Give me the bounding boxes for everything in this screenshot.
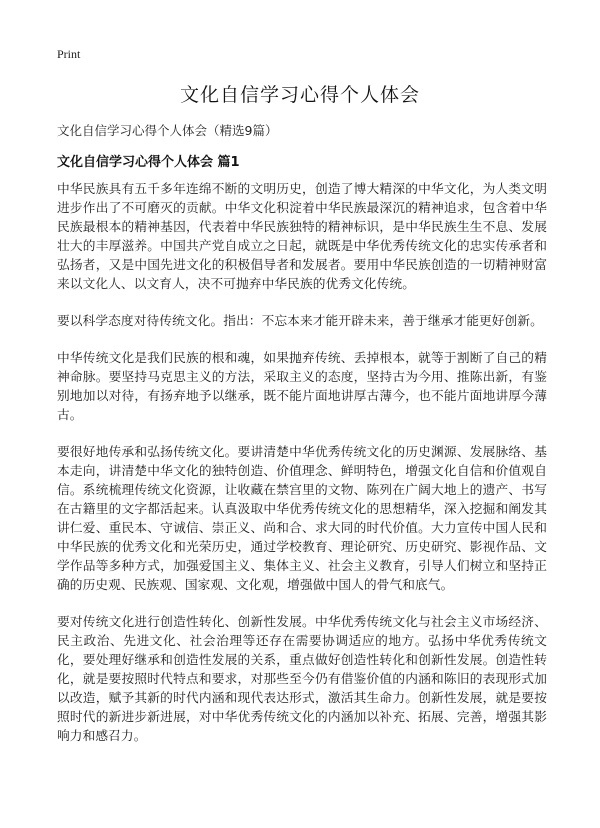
paragraph: 要很好地传承和弘扬传统文化。要讲清楚中华优秀传统文化的历史渊源、发展脉络、基本走向，讲清楚中华文化的独特创造、价值理念、鲜明特色，增强文化自信和价值观自信。系统梳理传统文化资源，让收藏在禁宫里的文物、陈列在广阔大地上的遗产、书写在古籍里的文字都活起来。认真汲取中华优秀传统文化的思想精华，深入挖掘和阐发其讲仁爱、重民本、守诚信、崇正义、尚和合、求大同的时代价值。大力宣传中国人民和中华民族的优秀文化和光荣历史，通过学校教育、理论研究、历史研究、影视作品、文学作品等多种方式，加强爱国主义、集体主义、社会主义教育，引导人们树立和坚持正确的历史观、民族观、国家观、文化观，增强做中国人的骨气和底气。 [57,444,547,592]
paragraph: 要以科学态度对待传统文化。指出：不忘本来才能开辟未来，善于继承才能更好创新。 [57,313,543,328]
article-body [57,179,547,763]
paragraph: 要对传统文化进行创造性转化、创新性发展。中华优秀传统文化与社会主义市场经济、民主政治、先进文化、社会治理等还存在需要协调适应的地方。弘扬中华优秀传统文化，要处理好继承和创造性发展的关系，重点做好创造性转化和创新性发展。创造性转化，就是要按照时代特点和要求，对那些至今仍有借鉴价值的内涵和陈旧的表现形式加以改造，赋予其新的时代内涵和现代表达形式，激活其生命力。创新性发展，就是要按照时代的新进步新进展，对中华优秀传统文化的内涵加以补充、拓展、完善，增强其影响力和感召力。 [57,614,547,743]
document-title: 文化自信学习心得个人体会 [179,84,420,106]
document-subtitle: 文化自信学习心得个人体会（精选9篇） [57,123,278,138]
paragraph: 中华传统文化是我们民族的根和魂，如果抛弃传统、丢掉根本，就等于割断了自己的精神命脉。要坚持马克思主义的方法，采取主义的态度，坚持古为今用、推陈出新，有鉴别地加以对待，有扬弃地予以继承，既不能片面地讲厚古薄今，也不能片面地讲厚今薄古。 [57,350,547,422]
print-link[interactable]: Print [57,47,81,61]
section-heading: 文化自信学习心得个人体会 篇1 [57,155,240,170]
paragraph: 中华民族具有五千多年连绵不断的文明历史，创造了博大精深的中华文化，为人类文明进步作出了不可磨灭的贡献。中华文化积淀着中华民族最深沉的精神追求，包含着中华民族最根本的精神基因，代表着中华民族独特的精神标识，是中华民族生生不息、发展壮大的丰厚滋养。中国共产党自成立之日起，就既是中华优秀传统文化的忠实传承者和弘扬者，又是中国先进文化的积极倡导者和发展者。要用中华民族创造的一切精神财富来以文化人、以文育人，决不可抛弃中华民族的优秀文化传统。 [57,181,547,291]
